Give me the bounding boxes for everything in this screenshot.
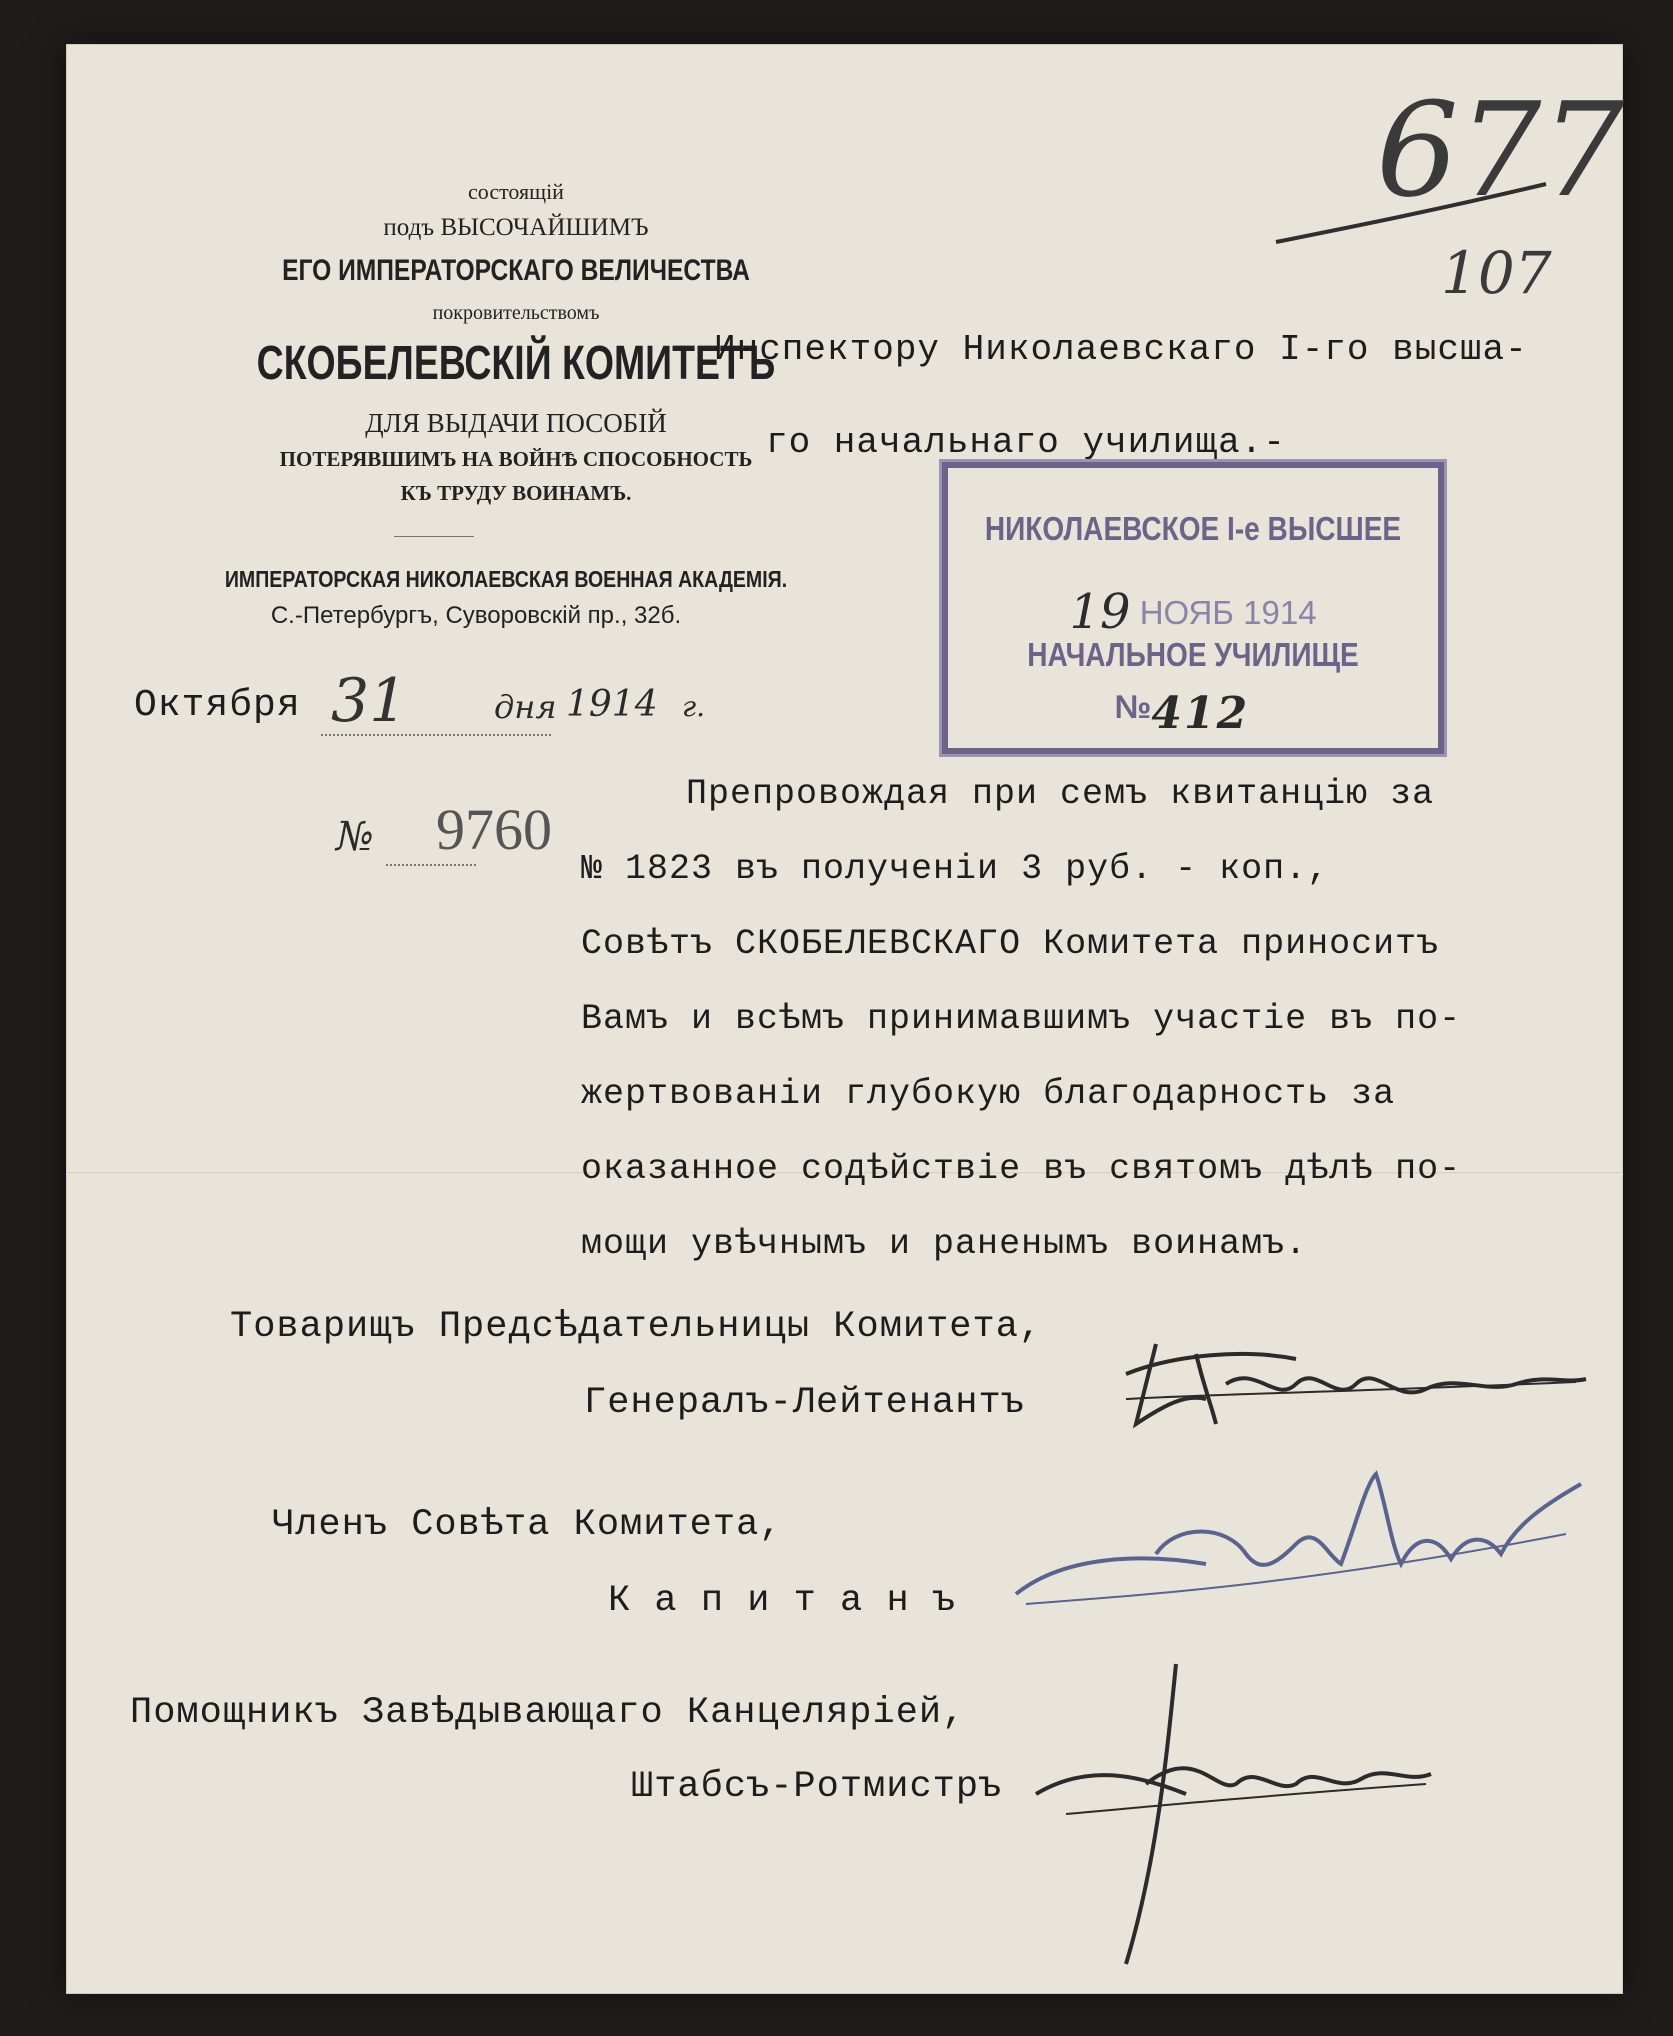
body-line: № 1823 въ полученіи 3 руб. - коп., bbox=[581, 849, 1330, 889]
letterhead-line: ДЛЯ ВЫДАЧИ ПОСОБІЙ bbox=[365, 408, 667, 438]
crossed-out-number: 677 bbox=[1376, 74, 1625, 226]
body-line: оказанное содѣйствіе въ святомъ дѣлѣ по- bbox=[581, 1149, 1462, 1189]
date-month: Октября bbox=[134, 684, 301, 727]
signatory-title: Товарищъ Предсѣдательницы Комитета, bbox=[230, 1306, 1043, 1348]
body-line: Вамъ и всѣмъ принимавшимъ участіе въ по- bbox=[581, 999, 1462, 1039]
stamp-date-day: 19 bbox=[1069, 584, 1131, 640]
signatory-rank: Генералъ-Лейтенантъ bbox=[584, 1382, 1025, 1424]
letterhead-line: КЪ ТРУДУ ВОИНАМЪ. bbox=[400, 481, 632, 505]
academy-line: ИМПЕРАТОРСКАЯ НИКОЛАЕВСКАЯ ВОЕННАЯ АКАДЕМІЯ. bbox=[224, 566, 788, 592]
stamp-date bbox=[948, 580, 1438, 640]
body-line: мощи увѣчнымъ и раненымъ воинамъ. bbox=[581, 1224, 1308, 1264]
body-line: жертвованіи глубокую благодарность за bbox=[581, 1074, 1396, 1114]
registration-stamp bbox=[942, 462, 1444, 754]
letterhead-line: подъ ВЫСОЧАЙШИМЪ bbox=[383, 214, 649, 241]
corrected-number: 107 bbox=[1441, 239, 1552, 307]
letterhead-line: состоящій bbox=[468, 179, 564, 204]
body-line: Совѣтъ СКОБЕЛЕВСКАГО Комитета приноситъ bbox=[581, 924, 1440, 964]
date-day-handwritten: 31 bbox=[331, 666, 408, 736]
addressee-line: го начальнаго училища.- bbox=[766, 422, 1286, 463]
signatory-rank: Штабсъ-Ротмистръ bbox=[631, 1766, 1003, 1808]
signature-staff-captain bbox=[1026, 1644, 1446, 1984]
stamp-number-value: 412 bbox=[1151, 688, 1250, 739]
stamp-date-rest: НОЯБ 1914 bbox=[1139, 594, 1317, 631]
stamp-number bbox=[888, 688, 1378, 739]
letterhead-line: покровительствомъ bbox=[432, 302, 600, 324]
outgoing-number-value: 9760 bbox=[436, 797, 552, 862]
signatory-title: Членъ Совѣта Комитета, bbox=[272, 1504, 783, 1546]
letterhead-divider bbox=[394, 536, 474, 537]
body-line: Препровождая при семъ квитанцію за bbox=[686, 774, 1435, 814]
stamp-line: НИКОЛАЕВСКОЕ I-е ВЫСШЕЕ bbox=[984, 510, 1402, 547]
date-year: 1914 bbox=[566, 684, 658, 725]
signatory-rank: К а п и т а н ъ bbox=[608, 1580, 957, 1622]
signatory-title: Помощникъ Завѣдывающаго Канцеляріей, bbox=[130, 1692, 966, 1734]
outgoing-underline bbox=[386, 864, 476, 866]
outgoing-number-prefix: № bbox=[336, 814, 374, 860]
date-underline bbox=[321, 734, 551, 736]
addressee-line: Инспектору Николаевскаго I-го высша- bbox=[714, 329, 1528, 370]
date-day-word: дня bbox=[494, 688, 557, 726]
letterhead-line: ПОТЕРЯВШИМЪ НА ВОЙНѢ СПОСОБНОСТЬ bbox=[279, 447, 753, 471]
date-suffix: г. bbox=[682, 690, 706, 723]
committee-title: СКОБЕЛЕВСКІЙ КОМИТЕТЪ bbox=[256, 337, 776, 390]
signature-general bbox=[1096, 1304, 1596, 1454]
letterhead-line: ЕГО ИМПЕРАТОРСКАГО ВЕЛИЧЕСТВА bbox=[282, 254, 750, 287]
document-page bbox=[66, 44, 1623, 1994]
stamp-line: НАЧАЛЬНОЕ УЧИЛИЩЕ bbox=[1027, 636, 1359, 673]
stamp-number-label: № bbox=[1114, 688, 1152, 725]
signature-captain bbox=[1006, 1444, 1606, 1644]
address-line: С.-Петербургъ, Суворовскій пр., 32б. bbox=[270, 602, 682, 629]
